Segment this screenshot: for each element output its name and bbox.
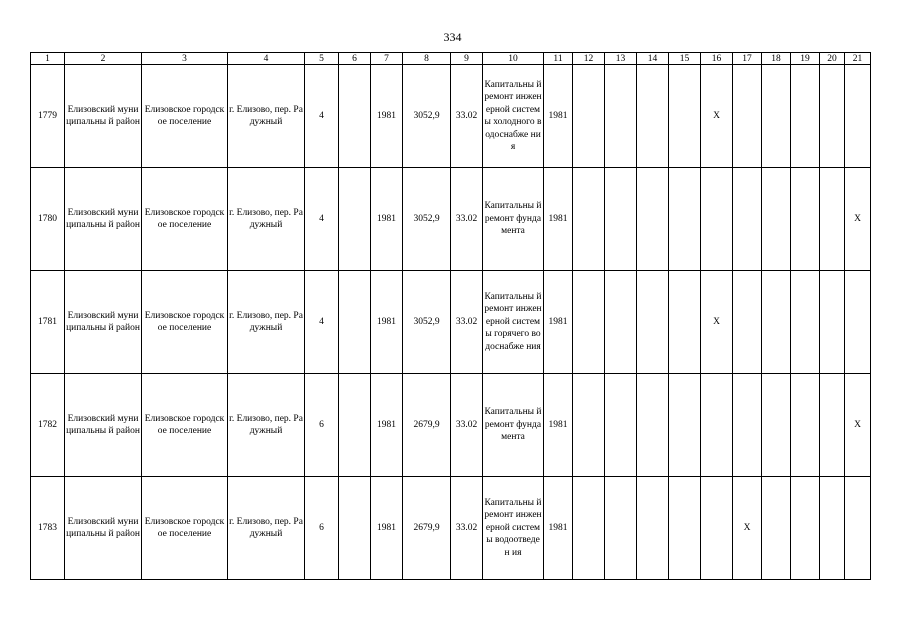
table-cell xyxy=(65,374,142,477)
table-cell xyxy=(483,65,544,168)
table-cell xyxy=(305,168,339,271)
cell-text: 33.02 xyxy=(455,110,478,121)
cell-text: 1981 xyxy=(548,419,568,430)
table-cell xyxy=(65,477,142,580)
page-number: 334 xyxy=(443,30,462,44)
table-cell xyxy=(305,477,339,580)
cell-text: 33.02 xyxy=(455,522,478,533)
cell-text: 33.02 xyxy=(455,419,478,430)
table-cell xyxy=(228,271,305,374)
cell-text: 1779 xyxy=(38,110,57,121)
table-cell xyxy=(339,65,371,168)
cell-text: Капитальны й ремонт инженерной системы водоотведен ия xyxy=(484,497,542,558)
table-cell xyxy=(637,168,669,271)
cell-text: Елизовское городское поселение xyxy=(144,310,225,333)
table-cell xyxy=(228,477,305,580)
table-row xyxy=(31,477,871,580)
table-cell xyxy=(605,271,637,374)
table-cell xyxy=(339,477,371,580)
column-header: 20 xyxy=(820,53,845,65)
table-cell xyxy=(791,65,820,168)
cell-text: 1780 xyxy=(38,213,57,224)
column-header: 3 xyxy=(142,53,228,65)
table-cell xyxy=(637,271,669,374)
table-cell xyxy=(820,374,845,477)
table-cell xyxy=(544,168,573,271)
table-cell xyxy=(544,271,573,374)
column-header: 10 xyxy=(483,53,544,65)
table-cell xyxy=(637,374,669,477)
cell-text: 2679,9 xyxy=(413,522,440,533)
table-cell xyxy=(31,477,65,580)
cell-text: 4 xyxy=(319,110,324,121)
table-cell xyxy=(228,374,305,477)
table-cell xyxy=(65,65,142,168)
cell-text: 33.02 xyxy=(455,213,478,224)
cell-text: г. Елизово, пер. Радужный xyxy=(229,310,303,333)
table-cell xyxy=(669,374,701,477)
cell-text: X xyxy=(713,316,720,327)
table-cell xyxy=(820,168,845,271)
cell-text: г. Елизово, пер. Радужный xyxy=(229,207,303,230)
column-header: 8 xyxy=(403,53,451,65)
table-cell xyxy=(573,374,605,477)
cell-text: г. Елизово, пер. Радужный xyxy=(229,516,303,539)
cell-text: 1981 xyxy=(377,213,396,224)
table-cell xyxy=(31,374,65,477)
table-cell xyxy=(305,65,339,168)
table-cell xyxy=(305,271,339,374)
table-cell xyxy=(142,477,228,580)
table-cell xyxy=(403,477,451,580)
table-cell xyxy=(339,271,371,374)
table-cell xyxy=(573,477,605,580)
table-cell xyxy=(573,65,605,168)
column-header: 17 xyxy=(733,53,762,65)
table-cell xyxy=(762,271,791,374)
table-cell xyxy=(31,271,65,374)
table-cell xyxy=(701,374,733,477)
cell-text: 6 xyxy=(319,419,324,430)
cell-text: 1981 xyxy=(377,522,396,533)
table-cell xyxy=(403,271,451,374)
table-cell xyxy=(605,65,637,168)
table-cell xyxy=(451,168,483,271)
cell-text: 1981 xyxy=(377,110,396,121)
cell-text: 2679,9 xyxy=(413,419,440,430)
table-cell xyxy=(31,65,65,168)
table-cell xyxy=(791,477,820,580)
table-cell xyxy=(451,271,483,374)
table-cell xyxy=(669,477,701,580)
cell-text: г. Елизово, пер. Радужный xyxy=(229,413,303,436)
table-cell xyxy=(371,168,403,271)
table-cell xyxy=(820,477,845,580)
table-cell xyxy=(228,168,305,271)
cell-text: г. Елизово, пер. Радужный xyxy=(229,104,303,127)
cell-text: 1981 xyxy=(377,316,396,327)
cell-text: Капитальны й ремонт фундамента xyxy=(484,407,542,443)
table-cell xyxy=(733,477,762,580)
table-cell xyxy=(669,65,701,168)
cell-text: Елизовское городское поселение xyxy=(144,207,225,230)
table-body xyxy=(31,65,871,580)
table-cell xyxy=(371,477,403,580)
table-row xyxy=(31,168,871,271)
table-cell xyxy=(701,65,733,168)
cell-text: 1981 xyxy=(377,419,396,430)
table-cell xyxy=(762,168,791,271)
cell-text: Елизовское городское поселение xyxy=(144,413,225,436)
cell-text: 1781 xyxy=(38,316,57,327)
table-cell xyxy=(669,168,701,271)
column-header: 14 xyxy=(637,53,669,65)
table-cell xyxy=(483,168,544,271)
column-header: 19 xyxy=(791,53,820,65)
table-cell xyxy=(669,271,701,374)
table-cell xyxy=(371,65,403,168)
table-cell xyxy=(339,374,371,477)
table-row xyxy=(31,271,871,374)
cell-text: Елизовский муниципальны й район xyxy=(66,207,140,230)
table-cell xyxy=(605,477,637,580)
column-header: 9 xyxy=(451,53,483,65)
table-cell xyxy=(483,271,544,374)
table-cell xyxy=(142,168,228,271)
cell-text: 1782 xyxy=(38,419,57,430)
table-cell xyxy=(820,271,845,374)
table-cell xyxy=(637,477,669,580)
column-header: 11 xyxy=(544,53,573,65)
table-cell xyxy=(403,374,451,477)
header-row xyxy=(31,53,871,65)
table-cell xyxy=(791,271,820,374)
cell-text: X xyxy=(743,522,751,533)
table-cell xyxy=(142,271,228,374)
table-cell xyxy=(762,65,791,168)
table-cell xyxy=(637,65,669,168)
registry-table xyxy=(30,52,871,580)
cell-text: X xyxy=(713,110,720,121)
cell-text: 6 xyxy=(319,522,324,533)
table-cell xyxy=(845,477,871,580)
table-cell xyxy=(142,374,228,477)
column-header: 7 xyxy=(371,53,403,65)
table-cell xyxy=(573,168,605,271)
cell-text: 3052,9 xyxy=(413,316,440,327)
table-cell xyxy=(339,168,371,271)
table-cell xyxy=(483,477,544,580)
column-header: 13 xyxy=(605,53,637,65)
cell-text: Капитальны й ремонт фундамента xyxy=(484,201,542,237)
table-cell xyxy=(544,374,573,477)
cell-text: Капитальны й ремонт инженерной системы холодного водоснабже ния xyxy=(484,79,542,152)
table-cell xyxy=(791,374,820,477)
table-cell xyxy=(605,374,637,477)
table-cell xyxy=(701,477,733,580)
table-cell xyxy=(845,271,871,374)
cell-text: Елизовский муниципальны й район xyxy=(66,516,140,539)
cell-text: Елизовский муниципальны й район xyxy=(66,104,140,127)
cell-text: X xyxy=(854,419,861,430)
table-cell xyxy=(845,374,871,477)
table-cell xyxy=(701,271,733,374)
cell-text: 4 xyxy=(319,213,324,224)
table-cell xyxy=(733,374,762,477)
cell-text: 3052,9 xyxy=(413,110,440,121)
table-cell xyxy=(820,65,845,168)
table-cell xyxy=(544,65,573,168)
table-cell xyxy=(142,65,228,168)
table-cell xyxy=(791,168,820,271)
table-cell xyxy=(483,374,544,477)
table-row xyxy=(31,374,871,477)
table-cell xyxy=(305,374,339,477)
table-cell xyxy=(451,65,483,168)
table-cell xyxy=(605,168,637,271)
column-header: 4 xyxy=(228,53,305,65)
column-header: 18 xyxy=(762,53,791,65)
cell-text: 33.02 xyxy=(455,316,478,327)
cell-text: 3052,9 xyxy=(413,213,440,224)
table-cell xyxy=(403,65,451,168)
table-cell xyxy=(544,477,573,580)
cell-text: Елизовский муниципальны й район xyxy=(66,310,140,333)
table-cell xyxy=(573,271,605,374)
cell-text: X xyxy=(854,213,861,224)
column-header: 16 xyxy=(701,53,733,65)
column-header: 6 xyxy=(339,53,371,65)
table-cell xyxy=(451,477,483,580)
cell-text: Капитальны й ремонт инженерной системы горячего водоснабже ния xyxy=(484,291,542,352)
table-cell xyxy=(228,65,305,168)
table-cell xyxy=(845,168,871,271)
cell-text: 1783 xyxy=(38,522,57,533)
table-row xyxy=(31,65,871,168)
table-cell xyxy=(845,65,871,168)
table-cell xyxy=(371,374,403,477)
table-cell xyxy=(371,271,403,374)
table-cell xyxy=(762,477,791,580)
column-header: 21 xyxy=(845,53,871,65)
cell-text: 1981 xyxy=(548,213,568,224)
column-header: 12 xyxy=(573,53,605,65)
column-header: 5 xyxy=(305,53,339,65)
cell-text: 4 xyxy=(319,316,324,327)
cell-text: Елизовский муниципальны й район xyxy=(66,413,140,436)
table-cell xyxy=(733,65,762,168)
table-cell xyxy=(733,168,762,271)
cell-text: 1981 xyxy=(548,110,568,121)
table-cell xyxy=(733,271,762,374)
table-cell xyxy=(65,168,142,271)
table-cell xyxy=(762,374,791,477)
cell-text: Елизовское городское поселение xyxy=(144,516,225,539)
cell-text: 1981 xyxy=(548,522,568,533)
column-header: 2 xyxy=(65,53,142,65)
table-cell xyxy=(31,168,65,271)
table-cell xyxy=(701,168,733,271)
column-header: 15 xyxy=(669,53,701,65)
table-cell xyxy=(403,168,451,271)
cell-text: 1981 xyxy=(548,316,568,327)
cell-text: Елизовское городское поселение xyxy=(144,104,225,127)
column-header: 1 xyxy=(31,53,65,65)
table-cell xyxy=(451,374,483,477)
table-cell xyxy=(65,271,142,374)
